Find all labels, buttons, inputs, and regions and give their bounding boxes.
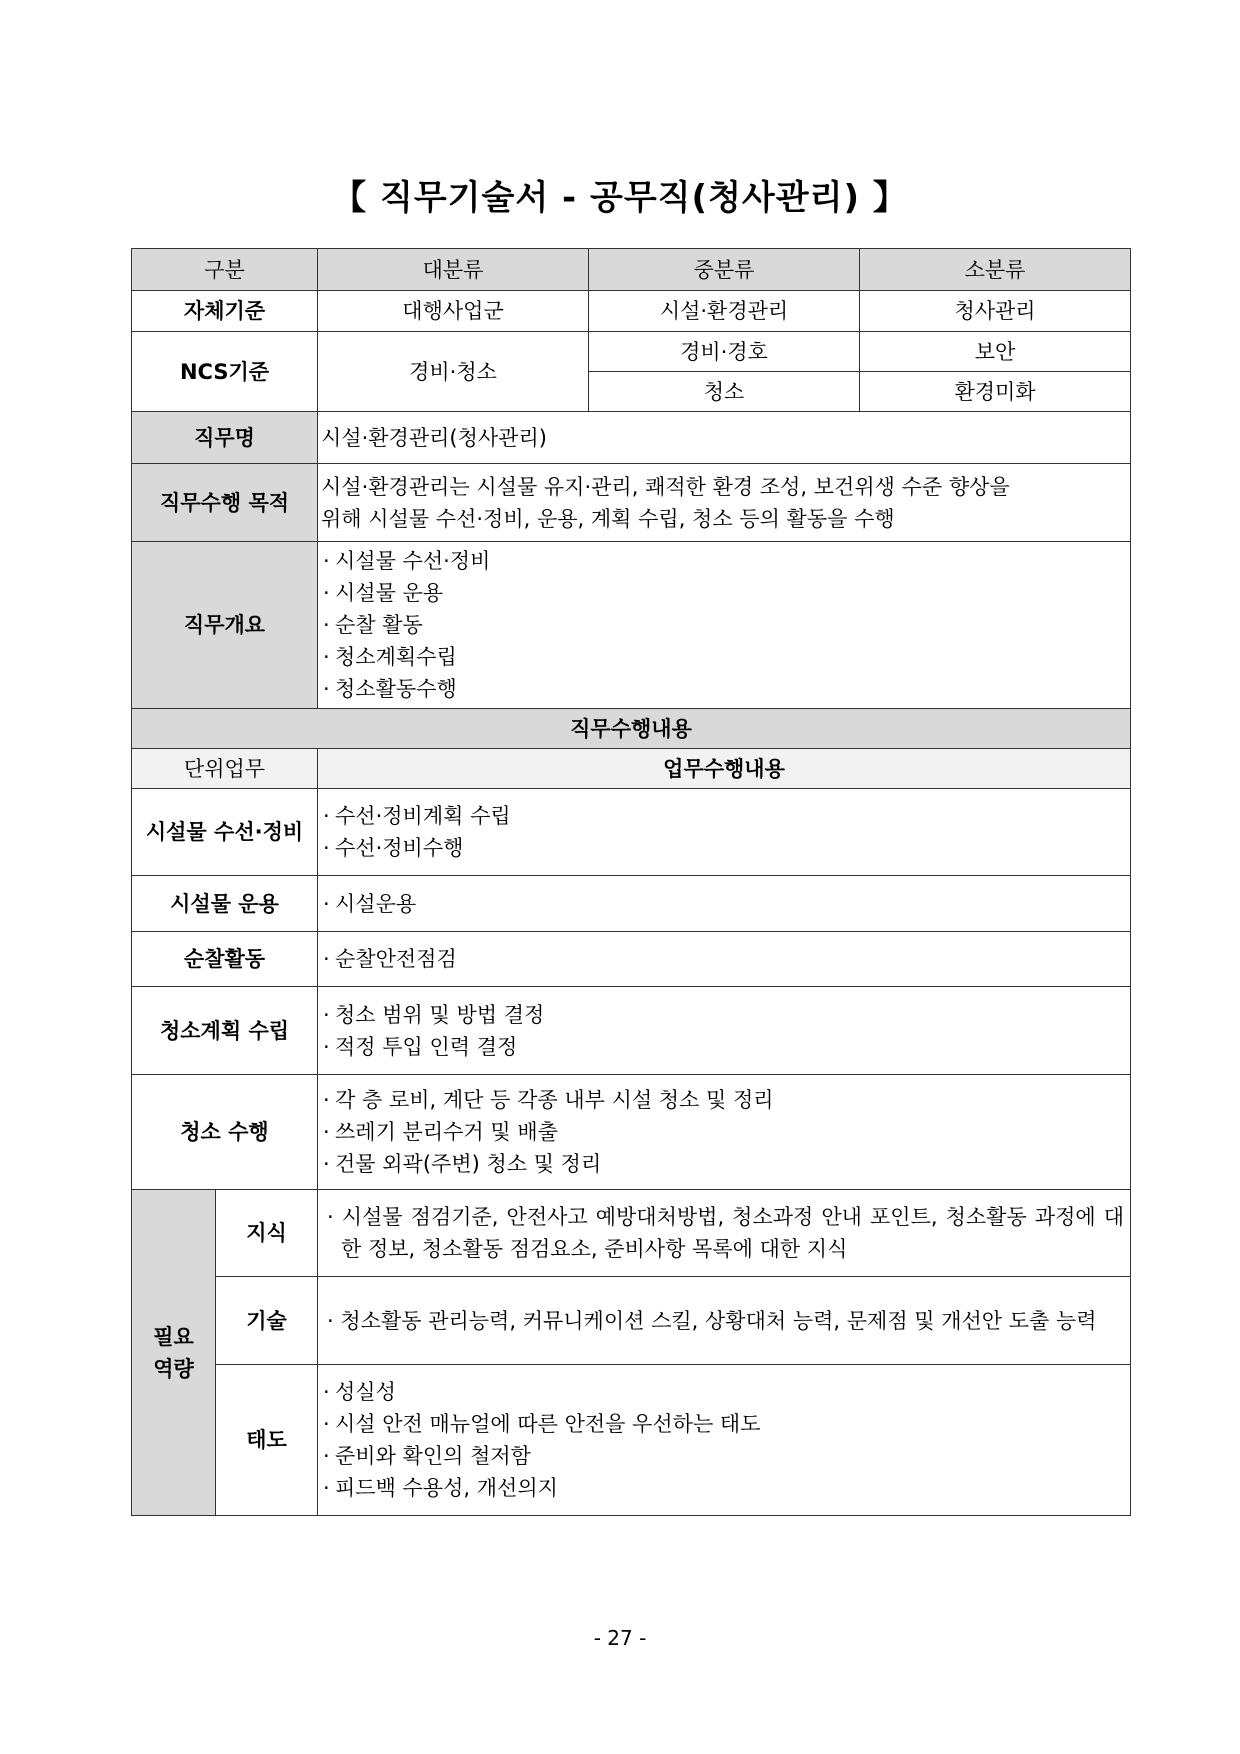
self-standard-minor: 청사관리 [860, 291, 1131, 332]
task-row [132, 932, 1131, 987]
list-item: · 수선·정비계획 수립 [323, 804, 511, 828]
ncs-major: 경비·청소 [318, 332, 589, 412]
list-item: · 피드백 수용성, 개선의지 [323, 1476, 558, 1500]
task-content [318, 987, 1131, 1075]
self-standard-label: 자체기준 [132, 291, 318, 332]
self-standard-row [132, 291, 1131, 332]
list-item: · 순찰 활동 [323, 613, 423, 637]
list-item: · 성실성 [323, 1380, 396, 1404]
section-title: 직무수행내용 [132, 709, 1131, 749]
job-overview-row [132, 542, 1131, 709]
task-content [318, 876, 1131, 932]
list-item: · 쓰레기 분리수거 및 배출 [323, 1120, 558, 1144]
job-overview-list [318, 542, 1131, 709]
task-content [318, 932, 1131, 987]
job-purpose-line-2: 위해 시설물 수선·정비, 운용, 계획 수립, 청소 등의 활동을 수행 [321, 506, 895, 531]
page-title: 【 직무기술서 - 공무직(청사관리) 】 [332, 178, 908, 218]
list-item: · 수선·정비수행 [323, 836, 464, 860]
job-name-row [132, 412, 1131, 464]
list-item: · 시설물 운용 [323, 581, 444, 605]
section-title-row [132, 709, 1131, 749]
ncs-row-1 [132, 332, 1131, 372]
job-overview-label: 직무개요 [132, 542, 318, 709]
list-item: · 준비와 확인의 철저함 [323, 1444, 531, 1468]
task-unit: 시설물 수선·정비 [132, 789, 318, 876]
job-name-value: 시설·환경관리(청사관리) [318, 412, 1131, 464]
task-unit: 청소 수행 [132, 1075, 318, 1190]
competency-skill-row [132, 1277, 1131, 1365]
knowledge-label: 지식 [216, 1190, 318, 1277]
skill-label: 기술 [216, 1277, 318, 1365]
task-header-row [132, 749, 1131, 789]
list-item: · 적정 투입 인력 결정 [323, 1034, 518, 1059]
header-row [132, 249, 1131, 291]
skill-text: · 청소활동 관리능력, 커뮤니케이션 스킬, 상황대처 능력, 문제점 및 개선안 도출 능력 [318, 1277, 1131, 1365]
list-item: · 시설 안전 매뉴얼에 따른 안전을 우선하는 태도 [323, 1412, 761, 1436]
task-header-content: 업무수행내용 [318, 749, 1131, 789]
list-item: · 시설물 수선·정비 [323, 549, 491, 573]
job-name-label: 직무명 [132, 412, 318, 464]
attitude-label: 태도 [216, 1365, 318, 1516]
header-middle: 중분류 [589, 249, 860, 291]
task-row [132, 876, 1131, 932]
list-item: · 청소활동수행 [323, 677, 457, 701]
competency-attitude-row [132, 1365, 1131, 1516]
list-item: · 청소계획수립 [323, 645, 457, 669]
job-purpose-line-1: 시설·환경관리는 시설물 유지·관리, 쾌적한 환경 조성, 보건위생 수준 향상을 [321, 474, 1010, 499]
task-header-unit: 단위업무 [132, 749, 318, 789]
header-major: 대분류 [318, 249, 589, 291]
list-item: · 청소 범위 및 방법 결정 [323, 1002, 545, 1027]
ncs-middle-1: 경비·경호 [589, 332, 860, 372]
ncs-minor-1: 보안 [860, 332, 1131, 372]
self-standard-middle: 시설·환경관리 [589, 291, 860, 332]
ncs-label: NCS기준 [132, 332, 318, 412]
self-standard-major: 대행사업군 [318, 291, 589, 332]
job-purpose-text [318, 464, 1131, 542]
task-row [132, 789, 1131, 876]
list-item: · 건물 외곽(주변) 청소 및 정리 [323, 1152, 602, 1176]
list-item: · 순찰안전점검 [323, 947, 457, 971]
task-unit: 순찰활동 [132, 932, 318, 987]
task-content [318, 1075, 1131, 1190]
job-description-table [131, 248, 1131, 1516]
task-row [132, 987, 1131, 1075]
ncs-middle-2: 청소 [589, 372, 860, 412]
job-purpose-label: 직무수행 목적 [132, 464, 318, 542]
page-number: - 27 - [593, 1626, 647, 1650]
list-item: · 시설운용 [323, 891, 417, 916]
task-row [132, 1075, 1131, 1190]
task-content [318, 789, 1131, 876]
knowledge-text: · 시설물 점검기준, 안전사고 예방대처방법, 청소과정 안내 포인트, 청소활동 과정에 대한 정보, 청소활동 점검요소, 준비사항 목록에 대한 지식 [318, 1190, 1131, 1277]
attitude-list [318, 1365, 1131, 1516]
header-minor: 소분류 [860, 249, 1131, 291]
task-unit: 시설물 운용 [132, 876, 318, 932]
ncs-minor-2: 환경미화 [860, 372, 1131, 412]
competency-label: 필요 역량 [132, 1190, 216, 1516]
competency-knowledge-row [132, 1190, 1131, 1277]
header-category: 구분 [132, 249, 318, 291]
task-unit: 청소계획 수립 [132, 987, 318, 1075]
list-item: · 각 층 로비, 계단 등 각종 내부 시설 청소 및 정리 [323, 1088, 774, 1112]
job-purpose-row [132, 464, 1131, 542]
